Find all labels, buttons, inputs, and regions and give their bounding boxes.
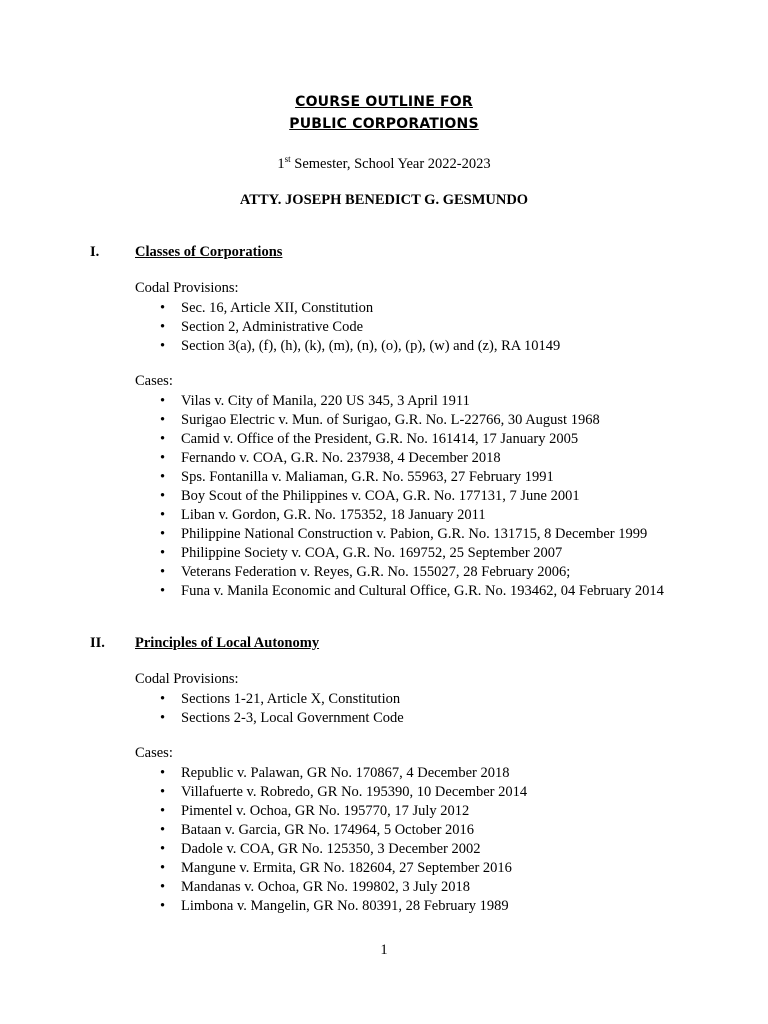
- list-item: • Dadole v. COA, GR No. 125350, 3 December 2002: [160, 840, 680, 859]
- section-1-number: I.: [90, 244, 100, 260]
- list-item: • Liban v. Gordon, G.R. No. 175352, 18 January 2011: [160, 506, 680, 525]
- section-2-codal-list: [160, 690, 680, 728]
- section-1-codal-list: [160, 299, 680, 356]
- section-2-codal-label: Codal Provisions:: [135, 671, 239, 687]
- list-item: • Camid v. Office of the President, G.R. No. 161414, 17 January 2005: [160, 430, 680, 449]
- section-1-cases-list: [160, 392, 680, 601]
- list-item: • Limbona v. Mangelin, GR No. 80391, 28 February 1989: [160, 897, 680, 916]
- list-item: • Sections 2-3, Local Government Code: [160, 709, 680, 728]
- list-item: • Mandanas v. Ochoa, GR No. 199802, 3 July 2018: [160, 878, 680, 897]
- section-1-codal-label: Codal Provisions:: [135, 280, 239, 296]
- section-1-title: Classes of Corporations: [135, 244, 283, 260]
- list-item: • Section 3(a), (f), (h), (k), (m), (n), (o), (p), (w) and (z), RA 10149: [160, 337, 680, 356]
- list-item: • Villafuerte v. Robredo, GR No. 195390, 10 December 2014: [160, 783, 680, 802]
- list-item: • Sec. 16, Article XII, Constitution: [160, 299, 680, 318]
- list-item: • Sections 1-21, Article X, Constitution: [160, 690, 680, 709]
- course-title-line2: PUBLIC CORPORATIONS: [289, 116, 479, 132]
- list-item: • Mangune v. Ermita, GR No. 182604, 27 September 2016: [160, 859, 680, 878]
- course-title-line1: COURSE OUTLINE FOR: [295, 94, 473, 110]
- section-1-cases-label: Cases:: [135, 373, 173, 389]
- list-item: • Surigao Electric v. Mun. of Surigao, G.R. No. L-22766, 30 August 1968: [160, 411, 680, 430]
- list-item: • Bataan v. Garcia, GR No. 174964, 5 October 2016: [160, 821, 680, 840]
- list-item: • Philippine Society v. COA, G.R. No. 169752, 25 September 2007: [160, 544, 680, 563]
- list-item: • Philippine National Construction v. Pabion, G.R. No. 131715, 8 December 1999: [160, 525, 680, 544]
- list-item: • Veterans Federation v. Reyes, G.R. No. 155027, 28 February 2006;: [160, 563, 680, 582]
- section-2-cases-list: [160, 764, 680, 916]
- list-item: • Pimentel v. Ochoa, GR No. 195770, 17 July 2012: [160, 802, 680, 821]
- list-item: • Funa v. Manila Economic and Cultural Office, G.R. No. 193462, 04 February 2014: [160, 582, 680, 601]
- semester-number: 1: [277, 155, 285, 172]
- section-2-cases-label: Cases:: [135, 745, 173, 761]
- semester-line: [0, 154, 768, 173]
- section-2-title: Principles of Local Autonomy: [135, 635, 320, 651]
- semester-text: Semester, School Year 2022-2023: [290, 155, 491, 172]
- semester-ordinal: st: [284, 154, 291, 164]
- page-number: 1: [380, 942, 388, 958]
- section-2-number: II.: [90, 635, 105, 651]
- list-item: • Republic v. Palawan, GR No. 170867, 4 December 2018: [160, 764, 680, 783]
- list-item: • Sps. Fontanilla v. Maliaman, G.R. No. 55963, 27 February 1991: [160, 468, 680, 487]
- list-item: • Vilas v. City of Manila, 220 US 345, 3 April 1911: [160, 392, 680, 411]
- list-item: • Fernando v. COA, G.R. No. 237938, 4 December 2018: [160, 449, 680, 468]
- list-item: • Section 2, Administrative Code: [160, 318, 680, 337]
- list-item: • Boy Scout of the Philippines v. COA, G.R. No. 177131, 7 June 2001: [160, 487, 680, 506]
- instructor-name: ATTY. JOSEPH BENEDICT G. GESMUNDO: [239, 192, 529, 208]
